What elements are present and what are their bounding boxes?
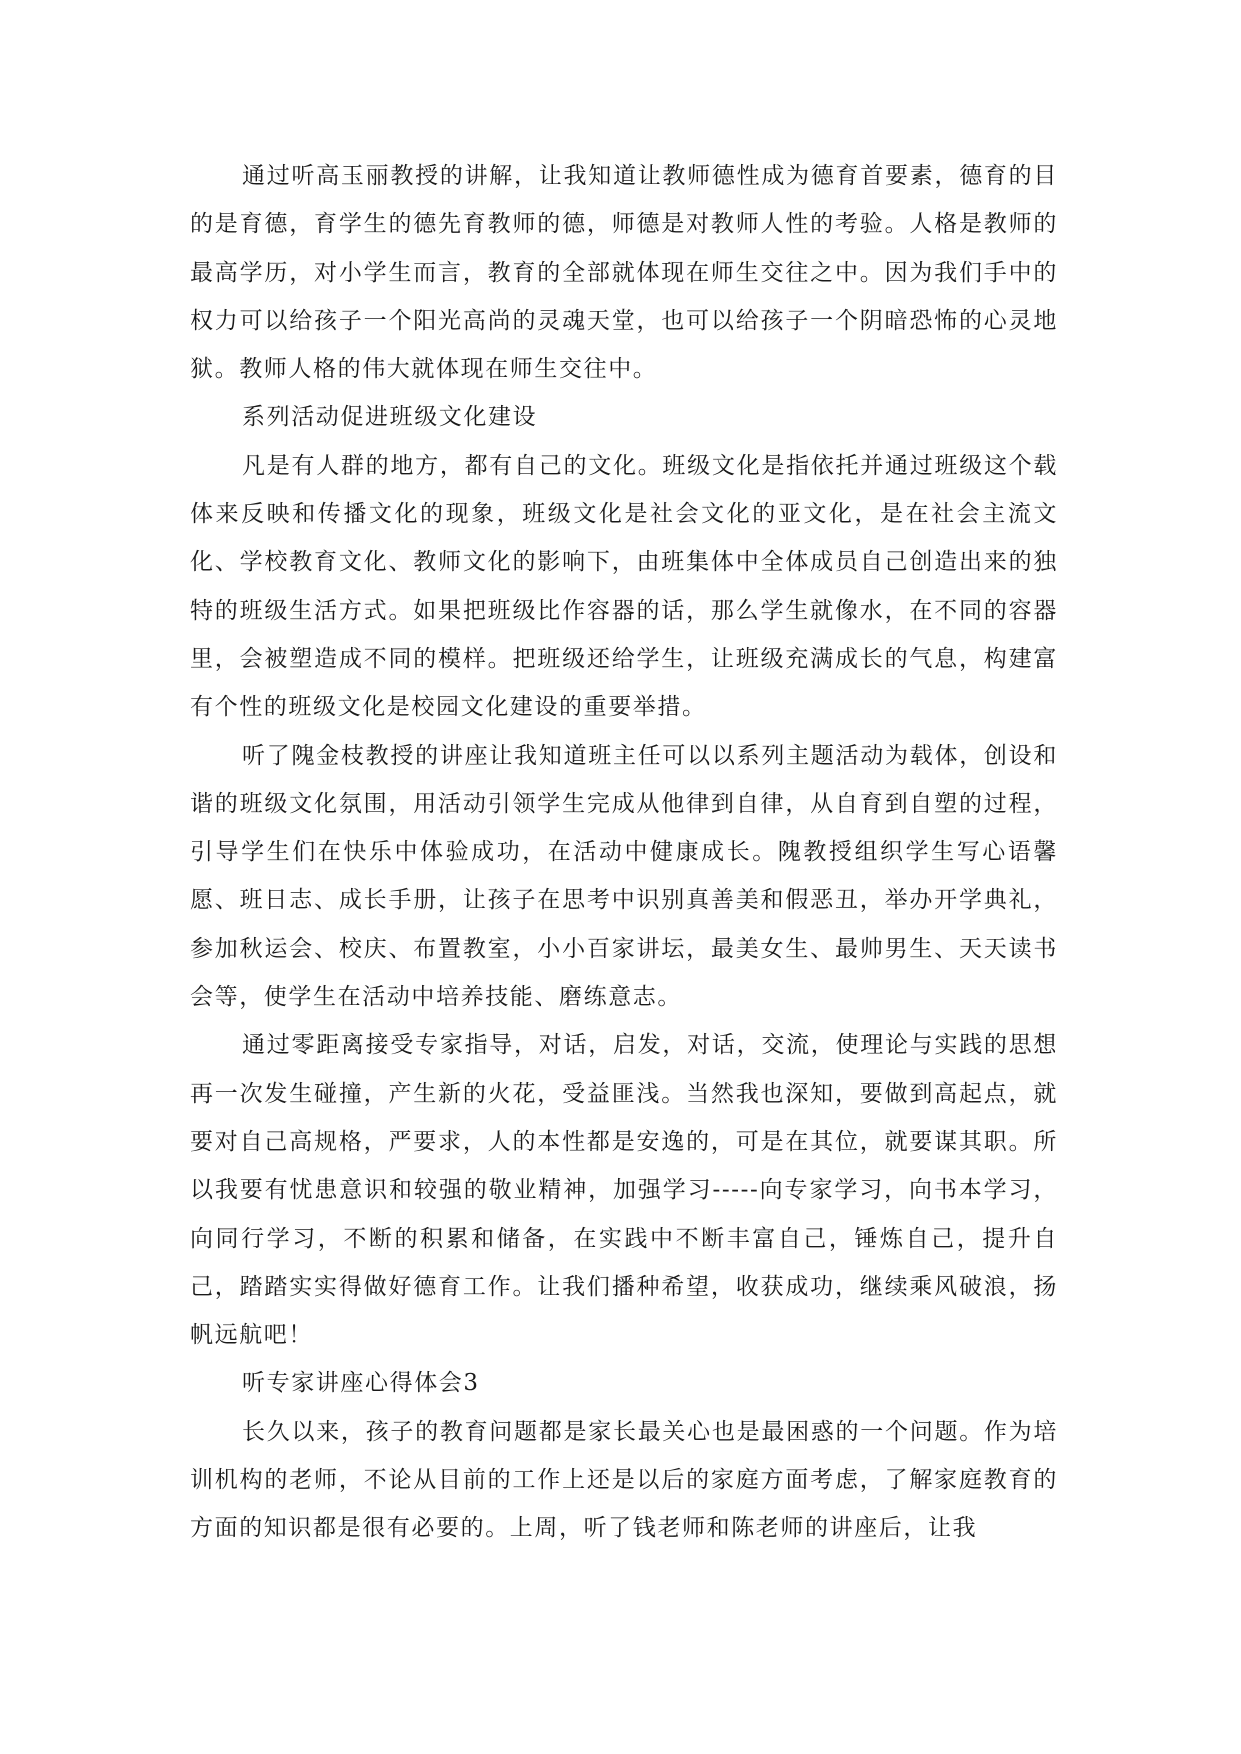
document-body	[190, 152, 1058, 1553]
paragraph-class-culture: 凡是有人群的地方，都有自己的文化。班级文化是指依托并通过班级这个载体来反映和传播文化的现象，班级文化是社会文化的亚文化，是在社会主流文化、学校教育文化、教师文化的影响下，由班集体中全体成员自己创造出来的独特的班级生活方式。如果把班级比作容器的话，那么学生就像水，在不同的容器里，会被塑造成不同的模样。把班级还给学生，让班级充满成长的气息，构建富有个性的班级文化是校园文化建设的重要举措。	[190, 452, 1058, 721]
section-heading-lecture-3: 听专家讲座心得体会3	[242, 1370, 480, 1397]
paragraph-family-education: 长久以来，孩子的教育问题都是家长最关心也是最困惑的一个问题。作为培训机构的老师，不论从目前的工作上还是以后的家庭方面考虑，了解家庭教育的方面的知识都是很有必要的。上周，听了钱老师和陈老师的讲座后，让我	[190, 1418, 1058, 1542]
paragraph-expert-guidance: 通过零距离接受专家指导，对话，启发，对话，交流，使理论与实践的思想再一次发生碰撞，产生新的火花，受益匪浅。当然我也深知，要做到高起点，就要对自己高规格，严要求，人的本性都是安逸的，可是在其位，就要谋其职。所以我要有忧患意识和较强的敬业精神，加强学习-----向专家学习，向书本学习，向同行学习，不断的积累和储备，在实践中不断丰富自己，锤炼自己，提升自己，踏踏实实得做好德育工作。让我们播种希望，收获成功，继续乘风破浪，扬帆远航吧！	[190, 1032, 1058, 1349]
paragraph-lecture-activities: 听了隗金枝教授的讲座让我知道班主任可以以系列主题活动为载体，创设和谐的班级文化氛围，用活动引领学生完成从他律到自律，从自育到自塑的过程，引导学生们在快乐中体验成功，在活动中健康成长。隗教授组织学生写心语馨愿、班日志、成长手册，让孩子在思考中识别真善美和假恶丑，举办开学典礼，参加秋运会、校庆、布置教室，小小百家讲坛，最美女生、最帅男生、天天读书会等，使学生在活动中培养技能、磨练意志。	[190, 742, 1058, 1011]
paragraph-teacher-virtue: 通过听高玉丽教授的讲解，让我知道让教师德性成为德育首要素，德育的目的是育德，育学生的德先育教师的德，师德是对教师人性的考验。人格是教师的最高学历，对小学生而言，教育的全部就体现在师生交往之中。因为我们手中的权力可以给孩子一个阳光高尚的灵魂天堂，也可以给孩子一个阴暗恐怖的心灵地狱。教师人格的伟大就体现在师生交往中。	[190, 163, 1058, 383]
section-heading-class-culture: 系列活动促进班级文化建设	[242, 404, 538, 431]
